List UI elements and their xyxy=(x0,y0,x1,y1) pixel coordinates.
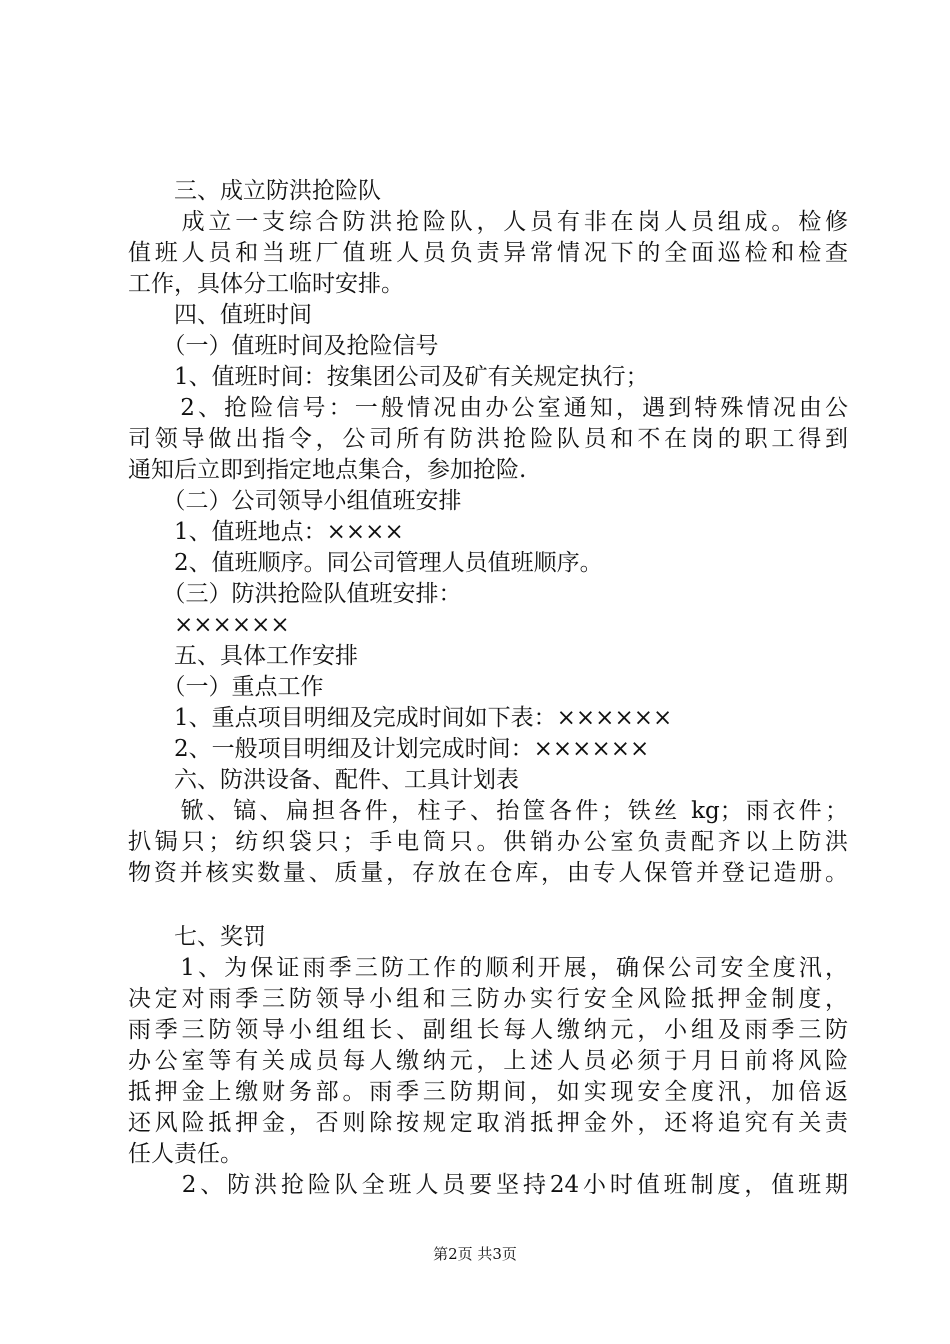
text-line: 雨季三防领导小组组长、副组长每人缴纳元，小组及雨季三防 xyxy=(128,1017,848,1043)
text-line: 三、成立防洪抢险队 xyxy=(128,178,381,204)
text-line: 物资并核实数量、质量，存放在仓库，由专人保管并登记造册。 xyxy=(128,860,848,886)
text-line: 五、具体工作安排 xyxy=(128,643,358,669)
blank-line xyxy=(128,889,848,922)
text-line: 2、一般项目明细及计划完成时间：×××××× xyxy=(128,736,650,762)
text-line: 工作，具体分工临时安排。 xyxy=(128,271,404,297)
text-line: 1、重点项目明细及完成时间如下表：×××××× xyxy=(128,705,673,731)
text-line: 2、防洪抢险队全班人员要坚持24小时值班制度，值班期 xyxy=(128,1172,848,1198)
text-line: 扒锔只；纺织袋只；手电筒只。供销办公室负责配齐以上防洪 xyxy=(128,829,848,855)
text-line: （一）重点工作 xyxy=(128,674,324,700)
text-line: 任人责任。 xyxy=(128,1141,243,1167)
text-line: （三）防洪抢险队值班安排： xyxy=(128,581,462,607)
text-line: （一）值班时间及抢险信号 xyxy=(128,333,439,359)
text-line: 1、值班地点：×××× xyxy=(128,519,404,545)
text-line: 司领导做出指令，公司所有防洪抢险队员和不在岗的职工得到 xyxy=(128,426,848,452)
text-line: 锨、镐、扁担各件，柱子、抬筐各件；铁丝 kg；雨衣件； xyxy=(128,798,848,824)
text-line: 还风险抵押金，否则除按规定取消抵押金外，还将追究有关责 xyxy=(128,1110,848,1136)
document-body xyxy=(128,176,848,1201)
text-line: 六、防洪设备、配件、工具计划表 xyxy=(128,767,519,793)
text-line: 2、抢险信号：一般情况由办公室通知，遇到特殊情况由公 xyxy=(128,395,848,421)
text-line: 四、值班时间 xyxy=(128,302,312,328)
text-line: 抵押金上缴财务部。雨季三防期间，如实现安全度汛，加倍返 xyxy=(128,1079,848,1105)
text-line: 七、奖罚 xyxy=(128,924,266,950)
text-line: （二）公司领导小组值班安排 xyxy=(128,488,462,514)
text-line: 成立一支综合防洪抢险队，人员有非在岗人员组成。检修 xyxy=(128,209,848,235)
text-line: 1、为保证雨季三防工作的顺利开展，确保公司安全度汛， xyxy=(128,955,848,981)
text-line: 办公室等有关成员每人缴纳元，上述人员必须于月日前将风险 xyxy=(128,1048,848,1074)
text-line: 1、值班时间：按集团公司及矿有关规定执行； xyxy=(128,364,649,390)
text-line: 2、值班顺序。同公司管理人员值班顺序。 xyxy=(128,550,603,576)
text-line: 值班人员和当班厂值班人员负责异常情况下的全面巡检和检查 xyxy=(128,240,848,266)
text-line: ×××××× xyxy=(128,612,290,638)
text-line: 通知后立即到指定地点集合，参加抢险. xyxy=(128,457,527,483)
text-line: 决定对雨季三防领导小组和三防办实行安全风险抵押金制度， xyxy=(128,986,848,1012)
page-number-footer: 第2页 共3页 xyxy=(433,1245,517,1263)
